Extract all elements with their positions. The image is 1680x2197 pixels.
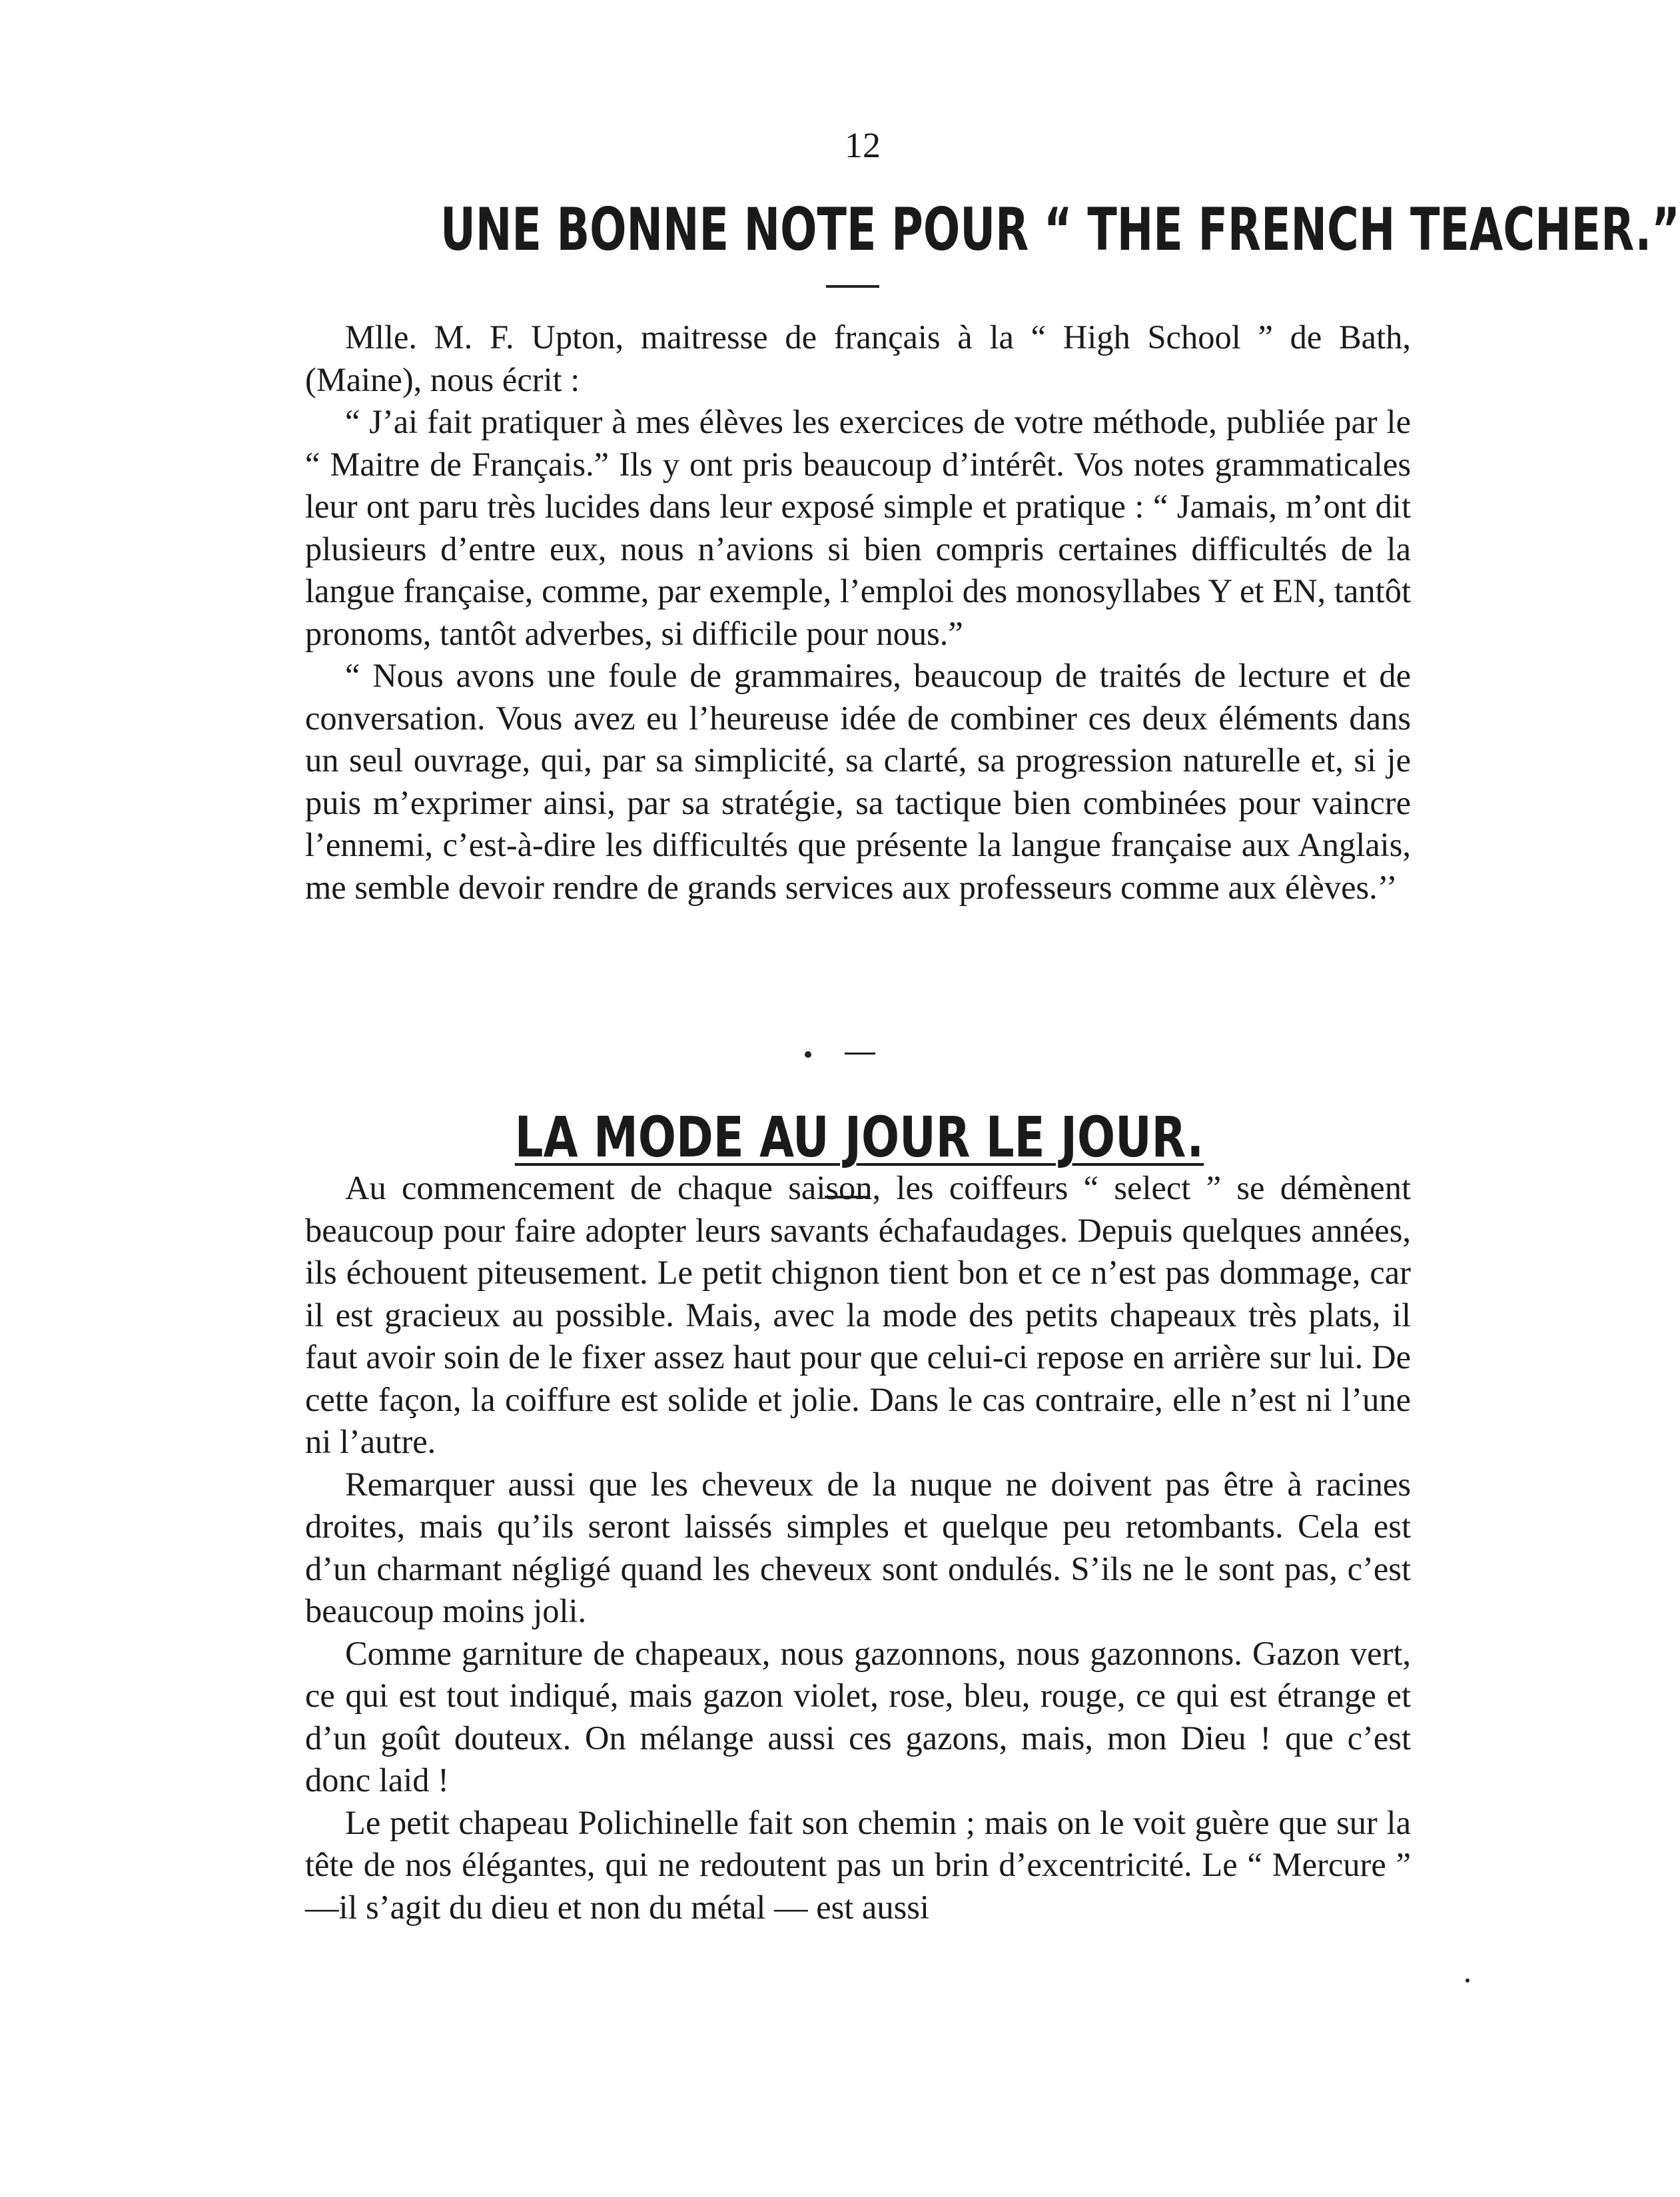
paragraph: Au commencement de chaque saison, les coiffeurs “ select ” se démènent beaucoup pour faire adopter leurs savants échafaudages. Depuis quelques années, ils échouent piteusement. Le petit chignon tient bon et ce n’est pas dommage, car il est gracieux au possible. Mais, avec la mode des petits chapeaux très plats, il faut avoir soin de le fixer assez haut pour que celui-ci repose en arrière sur lui. De cette façon, la coiffure est solide et jolie. Dans le cas contraire, elle n’est ni l’une ni l’autre. xyxy=(305,1169,1411,1460)
article-body-la-mode xyxy=(305,1167,1411,1929)
title-rule xyxy=(826,285,879,288)
article-title-la-mode: LA MODE AU JOUR LE JOUR. xyxy=(514,1104,1204,1170)
section-separator xyxy=(845,1053,875,1055)
page-number: 12 xyxy=(845,125,881,165)
ink-speck xyxy=(1466,1978,1470,1982)
article-body-french-teacher xyxy=(305,316,1411,909)
paragraph: Mlle. M. F. Upton, maitresse de français à la “ High School ” de Bath, (Maine), nous écrit : xyxy=(305,318,1411,398)
article-title-french-teacher: UNE BONNE NOTE POUR “ THE FRENCH TEACHER.” xyxy=(440,195,1680,264)
paragraph: Le petit chapeau Polichinelle fait son chemin ; mais on le voit guère que sur la tête de nos élégantes, qui ne redoutent pas un brin d’excentricité. Le “ Mercure ” —il s’agit du dieu et non du métal — est aussi xyxy=(305,1803,1411,1926)
paragraph: Comme garniture de chapeaux, nous gazonnons, nous gazonnons. Gazon vert, ce qui est tout indiqué, mais gazon violet, rose, bleu, rouge, ce qui est étrange et d’un goût douteux. On mélange aussi ces gazons, mais, mon Dieu ! que c’est donc laid ! xyxy=(305,1634,1411,1799)
separator-dot xyxy=(805,1051,811,1058)
paragraph: “ Nous avons une foule de grammaires, beaucoup de traités de lecture et de conversation. Vous avez eu l’heureuse idée de combiner ces deux éléments dans un seul ouvrage, qui, par sa simplicité, sa clarté, sa progression naturelle et, si je puis m’exprimer ainsi, par sa stratégie, sa tactique bien combinées pour vaincre l’ennemi, c’est-à-dire les difficultés que présente la langue française aux Anglais, me semble devoir rendre de grands services aux professeurs comme aux élèves.’’ xyxy=(305,657,1411,906)
paragraph: “ J’ai fait pratiquer à mes élèves les exercices de votre méthode, publiée par le “ Maitre de Français.” Ils y ont pris beaucoup d’intérêt. Vos notes grammaticales leur ont paru très lucides dans leur exposé simple et pratique : “ Jamais, m’ont dit plusieurs d’entre eux, nous n’avions si bien compris certaines difficultés de la langue française, comme, par exemple, l’emploi des monosyllabes Y et EN, tantôt pronoms, tantôt adverbes, si difficile pour nous.” xyxy=(305,403,1411,652)
paragraph: Remarquer aussi que les cheveux de la nuque ne doivent pas être à racines droites, mais qu’ils seront laissés simples et quelque peu retombants. Cela est d’un charmant négligé quand les cheveux sont ondulés. S’ils ne le sont pas, c’est beaucoup moins joli. xyxy=(305,1465,1411,1629)
